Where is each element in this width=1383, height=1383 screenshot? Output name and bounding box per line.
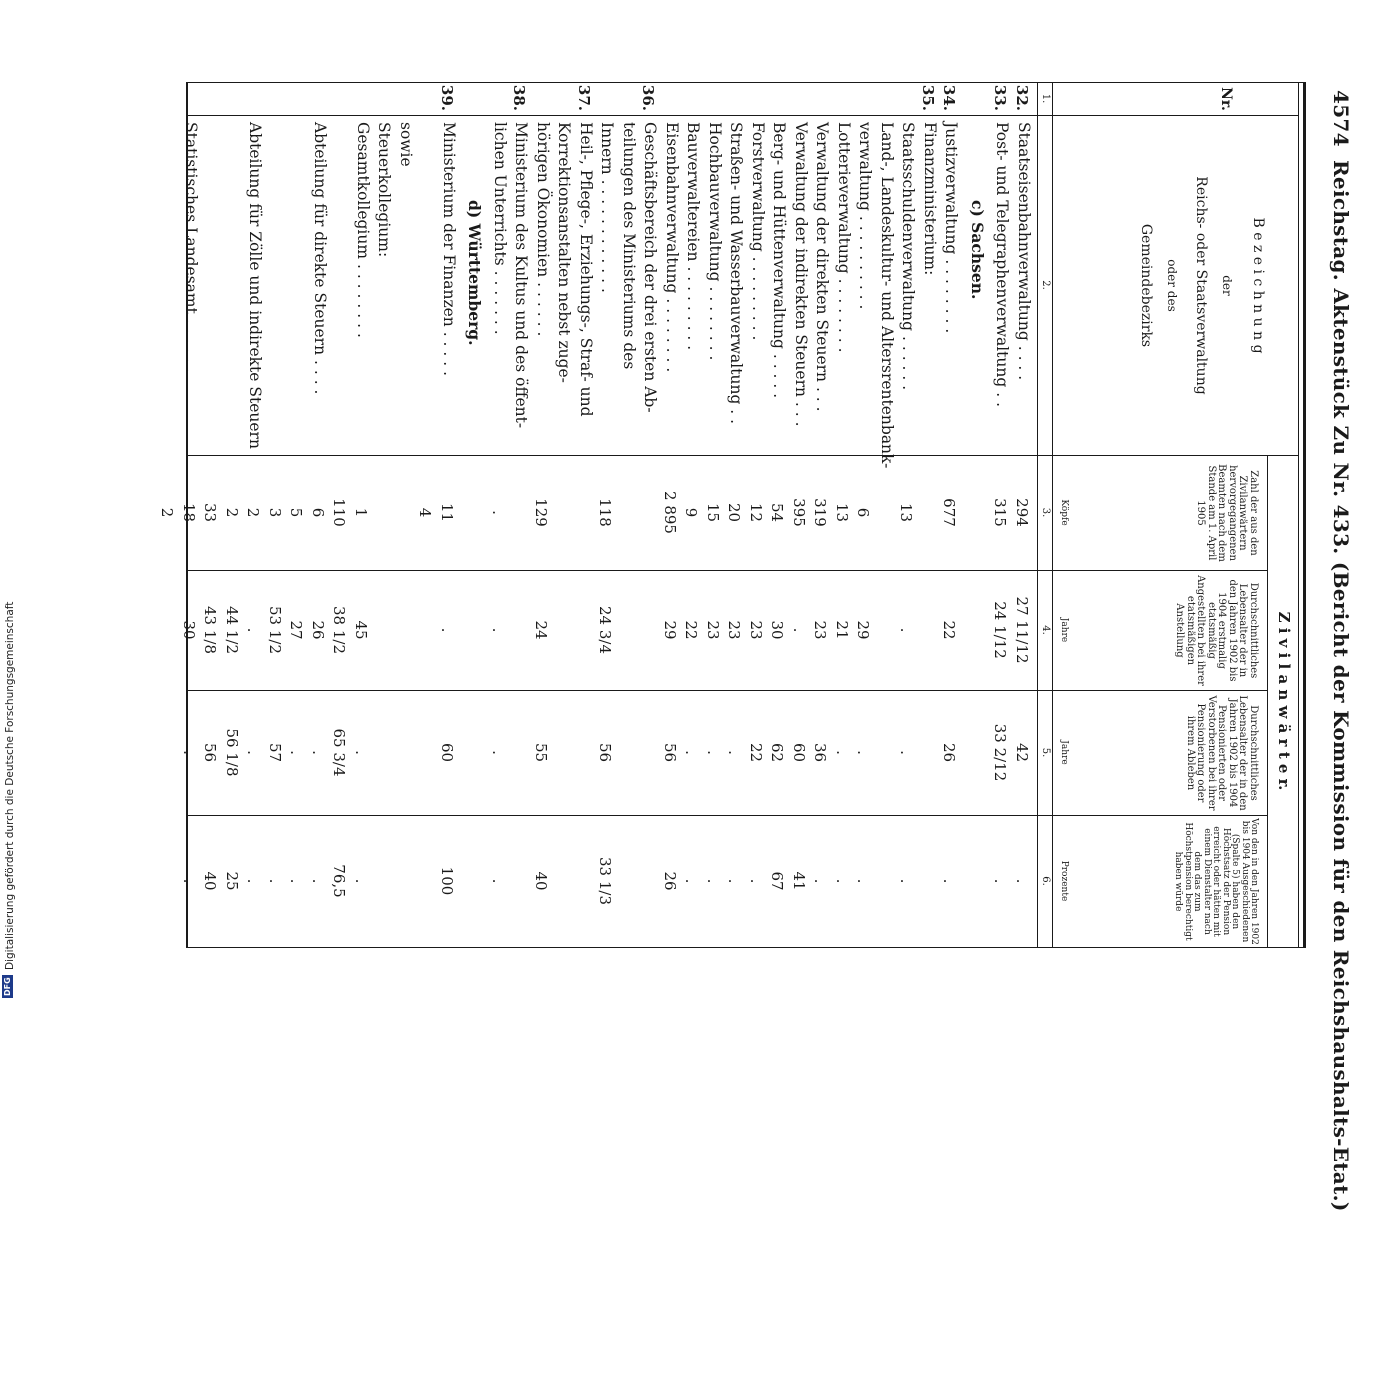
row-label: Ministerium des Kultus und des öffent- — [512, 122, 531, 429]
dfg-logo: DFG — [3, 977, 12, 996]
cell-c5: . — [854, 750, 873, 755]
row-label: Justizverwaltung . . . . . . . . — [942, 122, 961, 334]
section-heading: d) Württemberg. — [465, 200, 485, 346]
cell-c6: . — [747, 878, 765, 884]
header-col4: Durchschnittliches Lebensalter der in den Jahren 1902 bis 1904 erstmalig etatsmäßig Angestellten bei ihrer etatsmäßigen Anstellung — [1174, 575, 1259, 686]
cell-c3: 294 — [1013, 498, 1031, 527]
row-label: verwaltung . . . . . . . . . . — [856, 122, 875, 310]
row-label: Gesamtkollegium . . . . . . . . — [354, 122, 372, 338]
row-label: Geschäftsbereich der drei ersten Ab- — [641, 122, 660, 413]
cell-c6: . — [811, 878, 830, 884]
cell-c6: . — [833, 878, 851, 884]
row-label: lichen Unterrichts . . . . . . . — [491, 122, 509, 335]
row-label: Berg- und Hüttenverwaltung . . . . . — [770, 122, 789, 399]
cell-c6: . — [897, 878, 916, 884]
section-heading: c) Sachsen. — [968, 200, 987, 300]
row-label: Forstverwaltung . . . . . . . . . — [749, 122, 767, 341]
cell-c4: 21 — [833, 620, 851, 640]
row-label: Hochbauverwaltung . . . . . . . . — [706, 122, 724, 361]
row-label: Post- und Telegraphenverwaltung . . — [993, 122, 1012, 407]
cell-c4: 26 — [309, 620, 327, 640]
cell-c4: . — [438, 627, 456, 633]
cell-c5: . — [309, 750, 327, 755]
cell-c3: 315 — [991, 498, 1010, 527]
cell-c4: . — [244, 627, 263, 633]
cell-c5: 57 — [266, 742, 284, 763]
cell-c6: 33 1/3 — [596, 857, 615, 905]
cell-c6: 26 — [661, 871, 679, 891]
cell-c4: 23 — [747, 620, 765, 640]
cell-c4: 24 3/4 — [596, 606, 615, 654]
cell-c5: 56 — [661, 742, 679, 763]
header-bezeichnung-4: oder des — [1165, 259, 1179, 312]
cell-c5: 26 — [940, 742, 959, 763]
cell-c6: 67 — [768, 871, 787, 891]
cell-c4: 29 — [854, 620, 873, 640]
cell-c5: . — [897, 750, 916, 755]
row-number: 32. — [1013, 84, 1031, 111]
row-number: 39. — [438, 84, 456, 111]
cell-c4: 24 1/12 — [991, 601, 1010, 659]
row-label: Innern . . . . . . . . . . . . — [598, 122, 617, 293]
cell-c5: 56 — [596, 742, 615, 763]
cell-c3: 319 — [811, 498, 830, 527]
cell-c4: 27 11/12 — [1013, 596, 1031, 664]
cell-c6: 76,5 — [330, 864, 349, 898]
cell-c6: 25 — [223, 871, 241, 891]
cell-c4: 23 — [811, 620, 830, 640]
cell-c3: 13 — [833, 502, 851, 523]
cell-c5: 33 2/12 — [991, 723, 1010, 782]
row-label: Verwaltung der indirekten Steuern . . . — [792, 122, 810, 427]
header-col6: Von den in den Jahren 1902 bis 1904 Ausgeschiedenen (Spalte 5) haben den Höchstsatz der Pension erreicht oder hätten mit einem Dienstalter nach dem das zum Höchstpension berechtigt haben würde — [1173, 818, 1259, 945]
colnum-3: 3. — [1040, 507, 1051, 518]
cell-c4: 27 — [287, 620, 306, 640]
header-nr: Nr. — [1218, 87, 1234, 111]
cell-c6: 100 — [438, 866, 456, 896]
cell-c6: 40 — [201, 871, 220, 891]
cell-c3: 2 — [158, 507, 177, 518]
row-label: Ministerium der Finanzen . . . . . — [440, 122, 458, 377]
unit-col6: Prozente — [1059, 860, 1069, 902]
row-label: Heil-, Pflege-, Erziehungs-, Straf- und — [577, 122, 595, 417]
cell-c3: 4 — [416, 507, 435, 518]
cell-c3: 2 — [244, 507, 263, 518]
cell-c6: . — [266, 878, 284, 884]
cell-c5: 60 — [438, 742, 456, 763]
row-label: Finanzministerium: — [921, 122, 939, 276]
cell-c3: 12 — [747, 502, 765, 523]
cell-c4: 38 1/2 — [330, 606, 349, 654]
header-bezeichnung-3: Reichs- oder Staatsverwaltung — [1193, 176, 1209, 395]
cell-c5: . — [489, 750, 507, 755]
cell-c3: 15 — [704, 502, 722, 523]
cell-c3: 5 — [287, 507, 306, 518]
colnum-4: 4. — [1040, 625, 1051, 635]
colnum-1: 1. — [1040, 93, 1051, 104]
cell-c4: . — [790, 627, 808, 633]
colnum-5: 5. — [1040, 747, 1051, 758]
cell-c6: . — [352, 878, 370, 884]
cell-c5: 65 3/4 — [330, 728, 349, 777]
cell-c3: 110 — [330, 498, 349, 527]
row-label: teilungen des Ministeriums des — [620, 122, 638, 370]
row-label: Land-, Landeskultur- und Altersrentenbank- — [878, 122, 896, 469]
cell-c4: 23 — [704, 620, 722, 640]
cell-c6: . — [287, 878, 306, 884]
cell-c5: . — [725, 750, 744, 755]
cell-c4: 45 — [352, 620, 370, 640]
cell-c3: 11 — [438, 502, 456, 523]
cell-c5: 55 — [532, 742, 550, 763]
cell-c6: . — [991, 878, 1010, 884]
cell-c6: . — [1013, 878, 1031, 884]
row-label: Eisenbahnverwaltung . . . . . . . . — [663, 122, 681, 373]
row-label: Verwaltung der direkten Steuern . . . — [813, 122, 832, 412]
cell-c4: 22 — [940, 620, 959, 640]
row-label: Korrektionsanstalten nebst zuge- — [555, 122, 574, 383]
cell-c5: . — [244, 750, 263, 755]
cell-c5: 42 — [1013, 742, 1031, 763]
cell-c3: 395 — [790, 498, 808, 527]
cell-c4: 44 1/2 — [223, 606, 241, 654]
row-label: Staatseisenbahnverwaltung . . . . — [1015, 122, 1033, 381]
cell-c5: 56 1/8 — [223, 728, 241, 777]
footer-text: Digitalisierung gefördert durch die Deutsche Forschungsgemeinschaft — [4, 601, 16, 970]
cell-c6: . — [940, 878, 959, 884]
cell-c5: 62 — [768, 742, 787, 763]
row-label: sowie — [397, 122, 415, 167]
cell-c3: 18 — [180, 502, 198, 523]
row-label: Abteilung für direkte Steuern . . . . — [311, 122, 329, 395]
cell-c3: 6 — [854, 507, 873, 518]
page-title: Reichstag. Aktenstück Zu Nr. 433. (Bericht der Kommission für den Reichshaushalts-Etat.) — [1329, 160, 1353, 1212]
colnum-2: 2. — [1040, 280, 1051, 290]
cell-c6: . — [489, 878, 507, 884]
row-number: 35. — [919, 84, 937, 111]
cell-c5: . — [180, 750, 198, 755]
header-col5: Durchschnittliches Lebensalter der in den Jahren 1902 bis 1904 Pensionierten oder Verstorbenen bei ihrer Pensionierung oder ihrem Ableben — [1185, 695, 1259, 811]
cell-c6: . — [704, 878, 722, 884]
cell-c6: . — [180, 878, 198, 884]
unit-col5: Jahre — [1059, 740, 1069, 765]
cell-c4: 24 — [532, 620, 550, 640]
cell-c3: 9 — [682, 507, 701, 518]
cell-c5: 22 — [747, 742, 765, 763]
header-group-zivilanwaerter: Z i v i l a n w ä r t e r. — [1275, 611, 1293, 791]
cell-c5: . — [833, 750, 851, 755]
cell-c4: 30 — [768, 620, 787, 640]
cell-c3: 677 — [940, 498, 959, 527]
cell-c4: . — [897, 627, 916, 633]
header-bezeichnung-2: der — [1220, 275, 1234, 296]
cell-c6: 40 — [532, 871, 550, 891]
page-number: 4574 — [1329, 90, 1353, 147]
row-label: hörigen Ökonomien . . . . . . — [534, 122, 552, 337]
cell-c4: . — [489, 627, 507, 633]
cell-c4: 29 — [661, 620, 679, 640]
cell-c5: 56 — [201, 742, 220, 763]
header-bezeichnung-5: Gemeindebezirks — [1138, 223, 1154, 348]
colnum-6: 6. — [1040, 876, 1051, 886]
unit-col4: Jahre — [1059, 617, 1069, 643]
cell-c3: 33 — [201, 502, 220, 523]
cell-c3: 6 — [309, 507, 327, 518]
row-label: Staatsschuldenverwaltung . . . . . . — [899, 122, 918, 391]
cell-c5: . — [682, 750, 701, 755]
cell-c3: 13 — [897, 502, 916, 523]
cell-c5: . — [704, 750, 722, 755]
cell-c5: 60 — [790, 742, 808, 763]
row-label: Bauverwaltereien . . . . . . . . . — [684, 122, 703, 351]
cell-c4: 30 — [180, 620, 198, 640]
cell-c6: . — [725, 878, 744, 884]
cell-c3: 54 — [768, 502, 787, 523]
cell-c6: 41 — [790, 871, 808, 891]
cell-c4: 53 1/2 — [266, 606, 284, 654]
header-bezeichnung-1: B e z e i c h n u n g — [1250, 217, 1266, 354]
cell-c3: 3 — [266, 507, 284, 518]
cell-c3: 20 — [725, 502, 744, 523]
row-number: 36. — [639, 84, 658, 111]
cell-c3: 1 — [352, 507, 370, 518]
cell-c5: . — [287, 750, 306, 755]
row-number: 37. — [575, 84, 593, 111]
cell-c4: 22 — [682, 620, 701, 640]
cell-c6: . — [309, 878, 327, 884]
row-number: 38. — [510, 84, 529, 111]
cell-c6: . — [854, 878, 873, 884]
row-label: Lotterieverwaltung . . . . . . . . — [835, 122, 853, 353]
row-label: Straßen- und Wasserbauverwaltung . . — [727, 122, 746, 425]
header-col3: Zahl der aus den Zivilanwärtern hervorgegangenen Beamten nach dem Stande am 1. April 1905 — [1195, 464, 1259, 562]
cell-c5: 36 — [811, 742, 830, 763]
row-number: 33. — [991, 84, 1010, 111]
cell-c3: . — [489, 510, 507, 515]
cell-c6: . — [244, 878, 263, 884]
unit-col3: Köpfe — [1059, 499, 1069, 526]
cell-c3: 118 — [596, 498, 615, 527]
cell-c3: 2 — [223, 507, 241, 518]
row-label: Statistisches Landesamt . . . . . . — [182, 122, 200, 373]
row-label: Abteilung für Zölle und indirekte Steuern — [246, 122, 265, 449]
cell-c5: . — [352, 750, 370, 755]
row-number: 34. — [940, 84, 959, 111]
cell-c3: 129 — [532, 498, 550, 527]
cell-c3: 2 895 — [661, 491, 679, 534]
row-label: Steuerkollegium: — [375, 122, 394, 258]
cell-c4: 23 — [725, 620, 744, 640]
cell-c6: . — [682, 878, 701, 884]
cell-c4: 43 1/8 — [201, 606, 220, 654]
